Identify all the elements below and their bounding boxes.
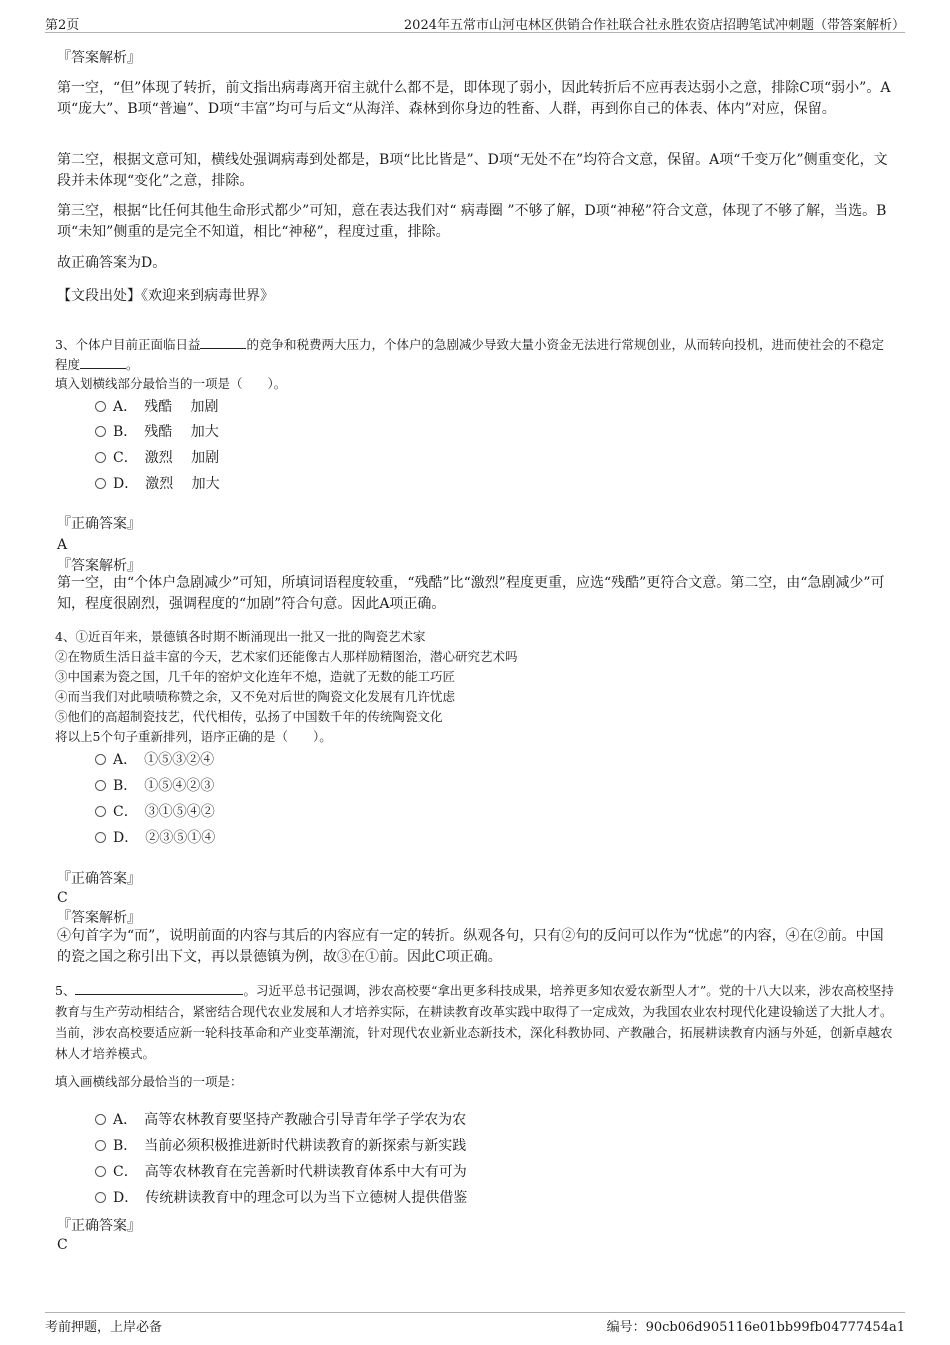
q3-analysis: 第一空，由“个体户急剧减少”可知，所填词语程度较重，“残酷”比“激烈”程度更重，应选“残酷”更符合文意。第二空，由“急剧减少”可知，程度很剧烈，强调程度的“加剧”符合句意。因此A项正确。 — [57, 575, 885, 612]
q3-option-c[interactable]: C． 激烈 加剧 — [95, 448, 219, 468]
radio-icon[interactable] — [95, 452, 106, 463]
page-header — [45, 12, 905, 33]
q4-line-3: ③中国素为瓷之国，几千年的窑炉文化连年不熄，造就了无数的能工巧匠 — [55, 669, 456, 684]
footer-serial: 编号：90cb06d905116e01bb99fb04777454a1 — [606, 1320, 905, 1335]
q2-source: 【文段出处】《欢迎来到病毒世界》 — [57, 288, 274, 304]
q3-stem: 3、个体户目前正面临日益 的竞争和税费两大压力，个体户的急剧减少导致大量小资金无法进行常规创业，从而转向投机，进而使社会的不稳定程度 。 — [55, 337, 884, 372]
q4-prompt: 将以上5个句子重新排列，语序正确的是（ ）。 — [55, 729, 332, 744]
q2-analysis-label: 『答案解析』 — [57, 50, 141, 66]
q5-option-c[interactable]: C． 高等农林教育在完善新时代耕读教育体系中大有可为 — [95, 1162, 467, 1182]
q3-option-a[interactable]: A． 残酷 加剧 — [95, 397, 219, 417]
footer-slogan: 考前押题，上岸必备 — [45, 1320, 163, 1335]
q4-line-4: ④而当我们对此啧啧称赞之余，又不免对后世的陶瓷文化发展有几许忧虑 — [55, 689, 456, 704]
page-footer — [45, 1312, 905, 1335]
q2-analysis-p2: 第二空，根据文意可知，横线处强调病毒到处都是，B项“比比皆是”、D项“无处不在”均符合文意，保留。A项“千变万化”侧重变化，文段并未体现“变化”之意，排除。 — [57, 152, 888, 189]
q3-analysis-label: 『答案解析』 — [57, 558, 141, 574]
document-title: 2024年五常市山河屯林区供销合作社联合社永胜农资店招聘笔试冲刺题（带答案解析） — [403, 18, 905, 33]
q4-option-c[interactable]: C． ③①⑤④② — [95, 802, 215, 822]
radio-icon[interactable] — [95, 1114, 106, 1125]
q2-conclusion: 故正确答案为D。 — [57, 255, 167, 271]
q4-answer: C — [57, 890, 68, 906]
radio-icon[interactable] — [95, 401, 106, 412]
q4-analysis-label: 『答案解析』 — [57, 910, 141, 926]
q3-answer-label: 『正确答案』 — [57, 516, 141, 532]
q4-option-d[interactable]: D． ②③⑤①④ — [95, 828, 215, 848]
radio-icon[interactable] — [95, 426, 106, 437]
q5-answer-label: 『正确答案』 — [57, 1218, 141, 1234]
radio-icon[interactable] — [95, 754, 106, 765]
q4-option-a[interactable]: A． ①⑤③②④ — [95, 750, 214, 770]
q4-line-1: 4、①近百年来，景德镇各时期不断涌现出一批又一批的陶瓷艺术家 — [55, 629, 426, 644]
q3-blank-2 — [80, 356, 126, 369]
q5-prompt: 填入画横线部分最恰当的一项是： — [55, 1074, 243, 1089]
q2-analysis-p3: 第三空，根据“比任何其他生命形式都少”可知，意在表达我们对“ 病毒圈 ”不够了解，D项“神秘”符合文意，体现了不够了解，当选。B项“未知”侧重的是完全不知道，相比“神秘”，程度过重，排除。 — [57, 203, 887, 240]
q5-option-d[interactable]: D． 传统耕读教育中的理念可以为当下立德树人提供借鉴 — [95, 1188, 467, 1208]
q5-option-b[interactable]: B． 当前必须积极推进新时代耕读教育的新探索与新实践 — [95, 1136, 466, 1156]
q5-answer: C — [57, 1237, 68, 1253]
q3-option-d[interactable]: D． 激烈 加大 — [95, 474, 220, 494]
radio-icon[interactable] — [95, 832, 106, 843]
q4-line-5: ⑤他们的高超制瓷技艺，代代相传，弘扬了中国数千年的传统陶瓷文化 — [55, 709, 443, 724]
q4-analysis: ④句首字为“而”，说明前面的内容与其后的内容应有一定的转折。纵观各句，只有②句的反问可以作为“忧虑”的内容，④在②前。中国的瓷之国之称引出下文，再以景德镇为例，故③在①前。因此C项正确。 — [57, 928, 884, 965]
radio-icon[interactable] — [95, 1192, 106, 1203]
q3-option-b[interactable]: B． 残酷 加大 — [95, 422, 219, 442]
page-number: 第2页 — [45, 18, 80, 33]
q5-option-a[interactable]: A． 高等农林教育要坚持产教融合引导青年学子学农为农 — [95, 1110, 466, 1130]
q4-answer-label: 『正确答案』 — [57, 871, 141, 887]
radio-icon[interactable] — [95, 806, 106, 817]
radio-icon[interactable] — [95, 780, 106, 791]
q3-blank-1 — [200, 336, 246, 349]
q4-line-2: ②在物质生活日益丰富的今天，艺术家们还能像古人那样励精图治，潜心研究艺术吗 — [55, 649, 518, 664]
radio-icon[interactable] — [95, 1140, 106, 1151]
radio-icon[interactable] — [95, 478, 106, 489]
q5-blank — [75, 982, 243, 995]
radio-icon[interactable] — [95, 1166, 106, 1177]
q3-answer: A — [57, 537, 68, 553]
q2-analysis-p1: 第一空，“但”体现了转折，前文指出病毒离开宿主就什么都不是，即体现了弱小，因此转折后不应再表达弱小之意，排除C项“弱小”。A项“庞大”、B项“普遍”、D项“丰富”均可与后文“从海洋、森林到你身边的牲畜、人群，再到你自己的体表、体内”对应，保留。 — [57, 80, 891, 117]
q3-prompt: 填入划横线部分最恰当的一项是（ ）。 — [55, 376, 287, 391]
q5-stem: 5、 。习近平总书记强调，涉农高校要“拿出更多科技成果，培养更多知农爱农新型人才”。党的十八大以来，涉农高校坚持教育与生产劳动相结合，紧密结合现代农业发展和人才培养实际，在耕读教育改革实践中取得了一定成效，为我国农业农村现代化建设输送了大批人才。当前，涉农高校要适应新一轮科技革命和产业变革潮流，针对现代农业新业态新技术，深化科教协同、产教融合，拓展耕读教育内涵与外延，创新卓越农林人才培养模式。 — [55, 983, 894, 1061]
q4-option-b[interactable]: B． ①⑤④②③ — [95, 776, 214, 796]
